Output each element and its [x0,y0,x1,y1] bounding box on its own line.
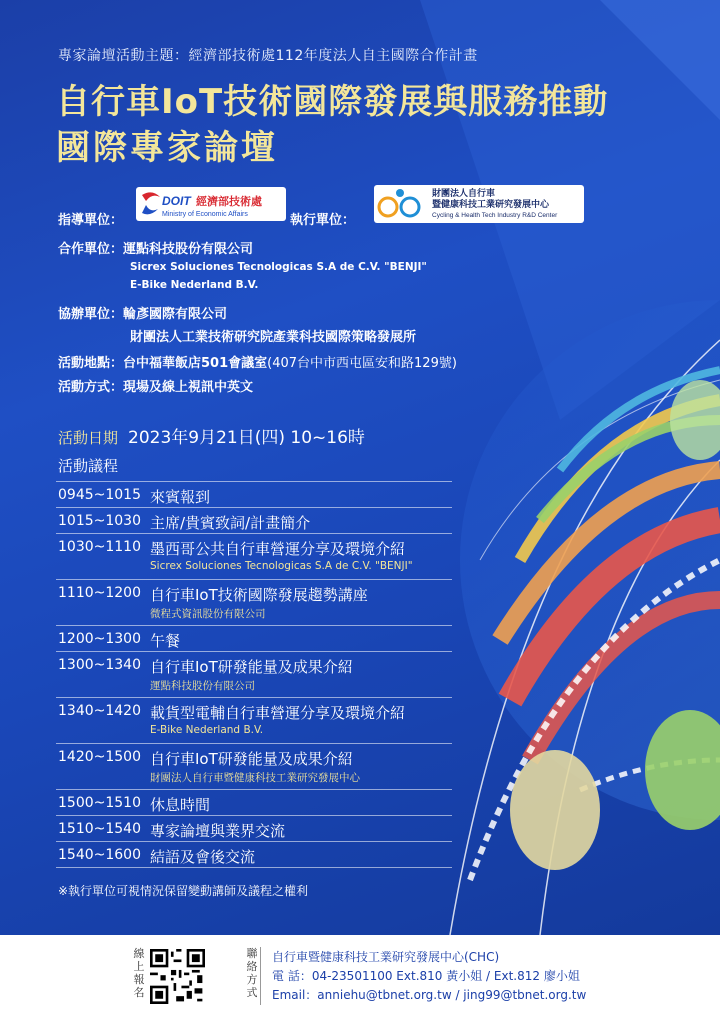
contact-label: 聯絡方式 [246,947,258,999]
agenda-time: 1110~1200 [58,585,141,601]
agenda-time: 0945~1015 [58,487,141,503]
date-value: 2023年9月21日(四) 10~16時 [128,428,365,448]
co-item-1: 輪彥國際有限公司 [123,307,228,322]
page-title: 自行車IoT技術國際發展與服務推動 [56,82,609,122]
co-item-2: 財團法人工業技術研究院產業科技國際策略發展所 [130,330,417,345]
agenda-divider [56,867,452,868]
agenda-row [56,625,452,651]
agenda-topic: 自行車IoT技術國際發展趨勢講座 [150,586,368,604]
venue-label: 活動地點： [58,356,124,371]
date-label: 活動日期 [58,429,119,447]
doit-logo-text: DOIT [162,194,191,208]
coop-item-2: Sicrex Soluciones Tecnologicas S.A de C.V. "BENJI" [130,261,427,273]
agenda-speaker: E-Bike Nederland B.V. [150,724,264,736]
agenda-time: 1030~1110 [58,539,141,555]
chc-logo-line1: 財團法人自行車 [432,189,496,199]
agenda-topic: 來賓報到 [150,488,211,506]
forum-subject: 專家論壇活動主題：經濟部技術處112年度法人自主國際合作計畫 [58,48,478,64]
agenda-topic: 休息時間 [150,796,211,814]
agenda-speaker: 財團法人自行車暨健康科技工業研究發展中心 [150,772,360,784]
doit-logo-en: Ministry of Economic Affairs [162,211,248,218]
agenda-topic: 自行車IoT研發能量及成果介紹 [150,658,353,676]
mode-value: 現場及線上視訊中英文 [123,380,254,395]
contact-org: 自行車暨健康科技工業研究發展中心(CHC) [272,950,500,964]
doit-logo [136,187,286,221]
agenda-row [56,651,452,697]
disclaimer-note: ※執行單位可視情況保留變動講師及議程之權利 [58,884,309,898]
venue-address: (407台中市西屯區安和路129號) [267,356,457,371]
contact-email[interactable]: Email：anniehu@tbnet.org.tw / jing99@tbnet.org.tw [272,988,587,1002]
mode-label: 活動方式： [58,380,124,395]
agenda-heading: 活動議程 [58,457,119,475]
agenda-row [56,507,452,533]
exec-unit-label: 執行單位： [290,213,356,228]
agenda-topic: 主席/貴賓致詞/計畫簡介 [150,514,311,532]
agenda-row [56,841,452,867]
agenda-speaker: 微程式資訊股份有限公司 [150,608,266,620]
agenda-row [56,697,452,743]
chc-logo-en: Cycling & Health Tech Industry R&D Center [432,212,558,219]
event-date [58,423,365,448]
venue-row [58,352,457,371]
coop-row [58,238,253,257]
guide-unit-label: 指導單位： [58,213,124,228]
agenda-topic: 墨西哥公共自行車營運分享及環境介紹 [150,540,406,558]
agenda-topic: 自行車IoT研發能量及成果介紹 [150,750,353,768]
agenda-time: 1420~1500 [58,749,141,765]
coop-item-1: 運點科技股份有限公司 [123,242,254,257]
agenda-time: 1500~1510 [58,795,141,811]
co-row [58,303,227,322]
qr-code-icon[interactable] [150,949,205,1004]
agenda-topic: 專家論壇與業界交流 [150,822,286,840]
agenda-time: 1510~1540 [58,821,141,837]
agenda-topic: 載貨型電輔自行車營運分享及環境介紹 [150,704,406,722]
venue-name: 台中福華飯店501會議室 [123,356,268,371]
agenda-time: 1015~1030 [58,513,141,529]
agenda-row [56,815,452,841]
agenda-row [56,481,452,507]
co-label: 協辦單位： [58,307,124,322]
agenda-topic: 午餐 [150,632,181,650]
agenda-row [56,789,452,815]
agenda-speaker: Sicrex Soluciones Tecnologicas S.A de C.V. "BENJI" [150,560,413,572]
agenda-time: 1540~1600 [58,847,141,863]
agenda-time: 1200~1300 [58,631,141,647]
agenda-table [56,481,452,868]
agenda-row [56,533,452,579]
mode-row [58,376,253,395]
agenda-time: 1340~1420 [58,703,141,719]
footer [0,935,720,1018]
agenda-topic: 結語及會後交流 [150,848,256,866]
doit-logo-name: 經濟部技術處 [196,195,262,208]
agenda-time: 1300~1340 [58,657,141,673]
coop-label: 合作單位： [58,242,124,257]
agenda-row [56,743,452,789]
chc-logo-line2: 暨健康科技工業研究發展中心 [432,200,550,210]
coop-item-3: E-Bike Nederland B.V. [130,279,259,291]
contact-info [272,948,586,1005]
register-label: 線上報名 [133,947,145,999]
page-subtitle: 國際專家論壇 [56,128,278,168]
chc-logo [374,185,584,223]
contact-phone: 電 話：04-23501100 Ext.810 黃小姐 / Ext.812 廖小姐 [272,969,580,983]
agenda-row [56,579,452,625]
footer-divider [260,947,261,1005]
agenda-speaker: 運點科技股份有限公司 [150,680,255,692]
